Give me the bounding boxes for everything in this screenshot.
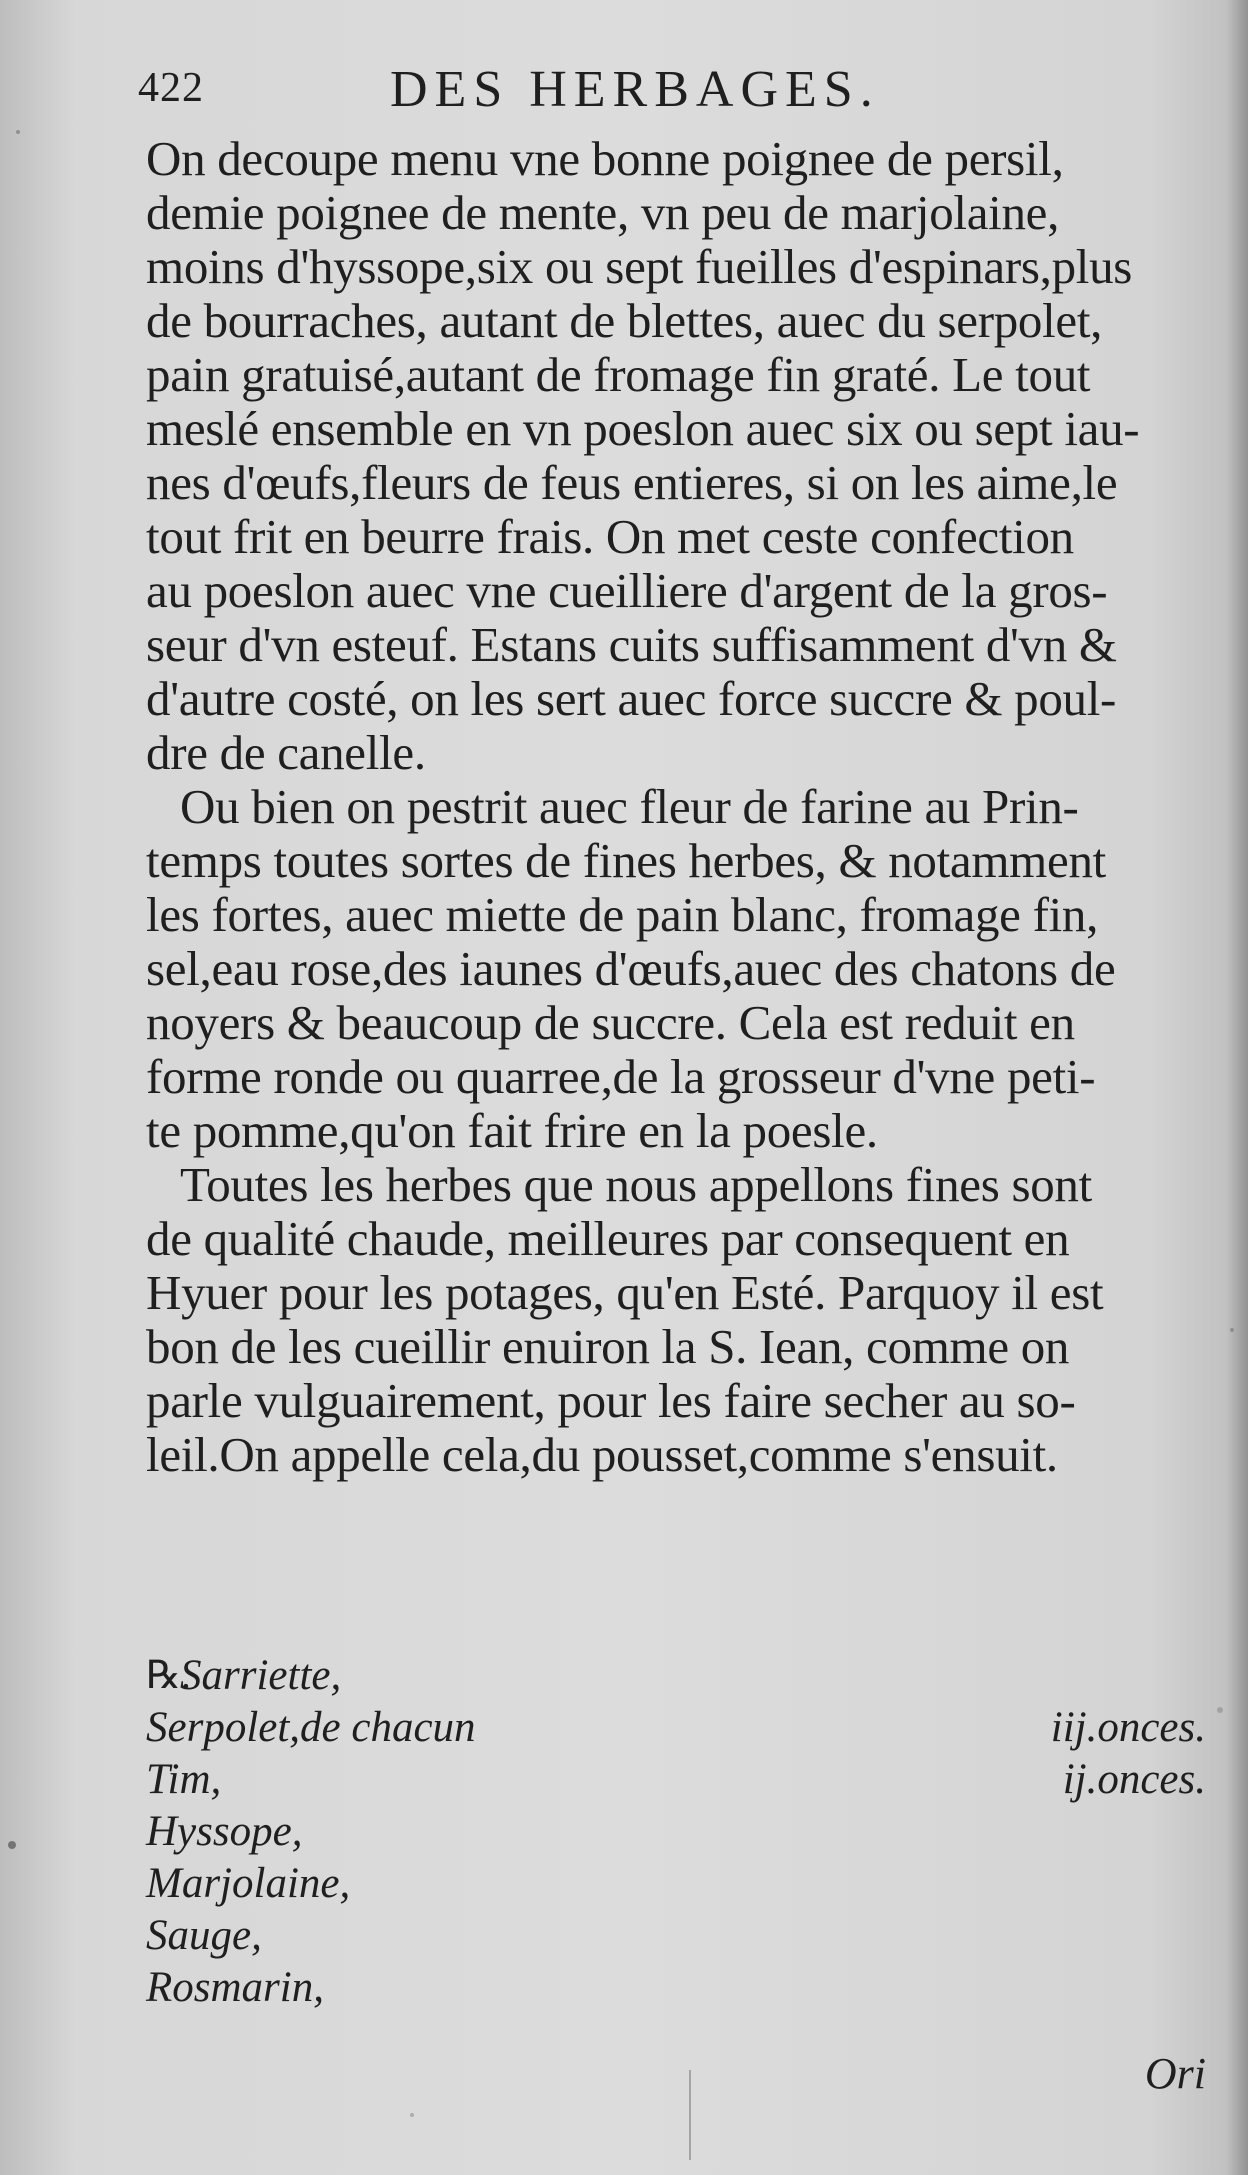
running-title: DES HERBAGES.: [390, 61, 880, 118]
text-line-9: au poeslon auec vne cueilliere d'argent de la gros-: [146, 563, 1108, 618]
recipe-item-name: Marjolaine,: [146, 1860, 351, 1907]
text-line-1: On decoupe menu vne bonne poignee de persil,: [146, 131, 1064, 186]
text-line-14: temps toutes sortes de fines herbes, & notamment: [146, 833, 1106, 888]
text-line-17: noyers & beaucoup de succre. Cela est reduit en: [146, 995, 1075, 1050]
text-line-11: d'autre costé, on les sert auec force succre & poul-: [146, 671, 1117, 726]
text-line-23: bon de les cueillir enuiron la S. Iean, comme on: [146, 1319, 1070, 1374]
text-line-2: demie poignee de mente, vn peu de marjolaine,: [146, 185, 1060, 240]
recipe-item-name: Sauge,: [146, 1912, 262, 1959]
text-line-13: Ou bien on pestrit auec fleur de farine au Prin-: [180, 779, 1079, 834]
catchword: Ori: [1144, 2049, 1206, 2098]
text-line-15: les fortes, auec miette de pain blanc, fromage fin,: [146, 887, 1099, 942]
text-line-4: de bourraches, autant de blettes, auec du serpolet,: [146, 293, 1103, 348]
text-line-18: forme ronde ou quarree,de la grosseur d'vne peti-: [146, 1049, 1096, 1104]
text-line-19: te pomme,qu'on fait frire en la poesle.: [146, 1103, 878, 1158]
recipe-item-name: Tim,: [146, 1756, 222, 1803]
text-line-22: Hyuer pour les potages, qu'en Esté. Parquoy il est: [146, 1265, 1104, 1320]
text-line-10: seur d'vn esteuf. Estans cuits suffisamment d'vn &: [146, 617, 1117, 672]
text-line-5: pain gratuisé,autant de fromage fin graté. Le tout: [146, 347, 1091, 402]
rx-symbol: ℞.: [146, 1654, 191, 1697]
text-line-20: Toutes les herbes que nous appellons fines sont: [180, 1157, 1092, 1212]
text-line-25: leil.On appelle cela,du pousset,comme s'ensuit.: [146, 1427, 1058, 1482]
text-line-16: sel,eau rose,des iaunes d'œufs,auec des chatons de: [146, 941, 1116, 996]
text-line-8: tout frit en beurre frais. On met ceste confection: [146, 509, 1074, 564]
recipe-item-name: Serpolet,de chacun: [146, 1704, 476, 1751]
recipe-item-name: Hyssope,: [146, 1808, 303, 1855]
recipe-item-name: Sarriette,: [180, 1652, 342, 1699]
text-line-7: nes d'œufs,fleurs de feus entieres, si on les aime,le: [146, 455, 1118, 510]
text-line-3: moins d'hyssope,six ou sept fueilles d'espinars,plus: [146, 239, 1133, 294]
recipe-item-quantity: ij.onces.: [1062, 1756, 1206, 1803]
text-line-6: meslé ensemble en vn poeslon auec six ou sept iau-: [146, 401, 1140, 456]
text-line-21: de qualité chaude, meilleures par consequent en: [146, 1211, 1070, 1266]
text-line-12: dre de canelle.: [146, 725, 426, 780]
text-line-24: parle vulguairement, pour les faire secher au so-: [146, 1373, 1076, 1428]
recipe-item-name: Rosmarin,: [146, 1964, 324, 2011]
page-number: 422: [138, 65, 204, 111]
recipe-item-quantity: iij.onces.: [1050, 1704, 1206, 1751]
